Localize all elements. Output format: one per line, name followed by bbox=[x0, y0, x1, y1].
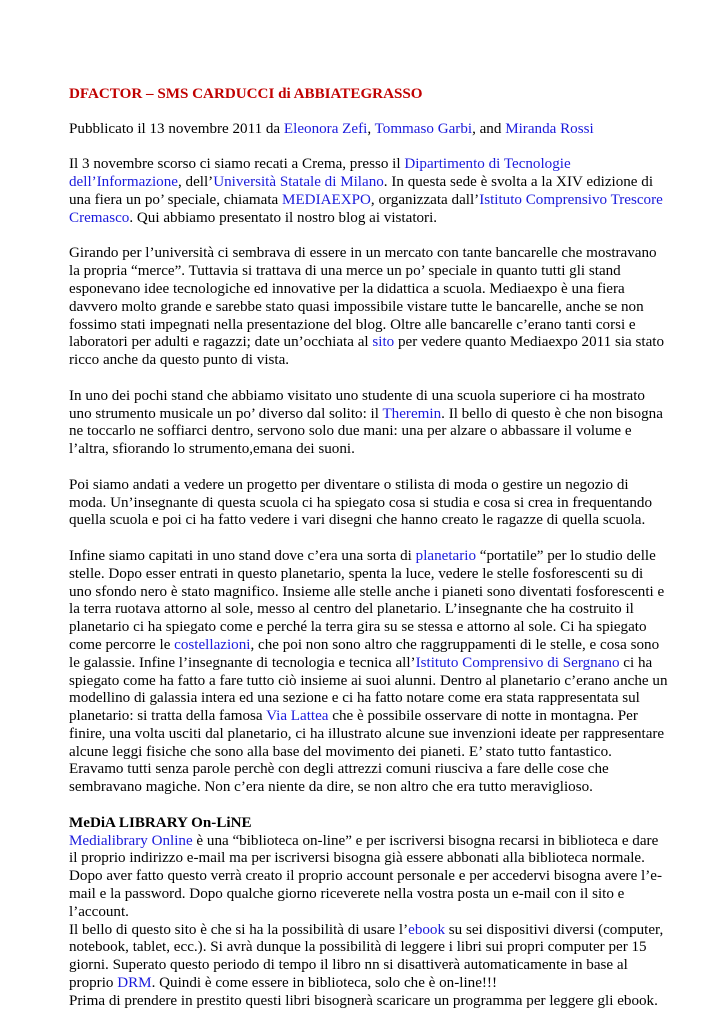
paragraph-text: Poi siamo andati a vedere un progetto per diventare o stilista di moda o gestire un negozio di moda. Un’insegnante di questa scuola ci ha spiegato cosa si studia e cosa si crea in frequentando quella scuola e poi ci ha fatto vedere i vari disegni che hanno creato le ragazze di quella scuola. bbox=[69, 476, 653, 529]
byline-separator: , and bbox=[472, 120, 506, 137]
paragraph-mediaexpo-intro bbox=[69, 156, 669, 227]
author-link-eleonora-zefi[interactable]: Eleonora Zefi bbox=[283, 120, 368, 137]
link-istituto-sergnano[interactable]: Istituto Comprensivo di Sergnano bbox=[415, 654, 620, 671]
byline-separator: , bbox=[367, 120, 375, 137]
paragraph-text: . Quindi è come essere in biblioteca, solo che è on-line!!! bbox=[151, 975, 497, 992]
link-ebook[interactable]: ebook bbox=[408, 921, 446, 938]
link-via-lattea[interactable]: Via Lattea bbox=[266, 708, 329, 725]
link-mediaexpo[interactable]: MEDIAEXPO bbox=[282, 191, 371, 208]
section-heading: MeDiA LIBRARY On-LiNE bbox=[69, 814, 252, 831]
author-link-tommaso-garbi[interactable]: Tommaso Garbi bbox=[374, 120, 473, 137]
paragraph-text: , che poi non sono altro che raggruppamenti di le stelle, e cosa sono le galassie. Infine l’insegnante di tecnologia e tecnica all’ bbox=[69, 636, 660, 671]
paragraph-fashion bbox=[69, 477, 669, 530]
link-dipartimento[interactable]: Dipartimento di Tecnologie dell’Informazione bbox=[69, 156, 571, 191]
paragraph-text: , organizzata dall’ bbox=[370, 191, 480, 208]
paragraph-university-market bbox=[69, 245, 669, 370]
paragraph-text: che è possibile osservare di notte in montagna. Per finire, una volta usciti dal planetario, ci ha illustrato alcune sue invenzioni ideate per rappresentare alcune leggi fisiche che sono alla base del movimento dei pianeti. E’ stato tutto fantastico. Eravamo tutti senza parole perchè con degli attrezzi comuni riusciva a fare delle cose che sembravano magiche. Non c’era niente da dire, se non altro che era tutto meraviglioso. bbox=[69, 708, 665, 796]
paragraph-text: Il bello di questo sito è che si ha la possibilità di usare l’ bbox=[69, 921, 409, 938]
link-universita[interactable]: Università Statale di Milano bbox=[213, 174, 384, 191]
link-medialibrary-online[interactable]: Medialibrary Online bbox=[69, 832, 193, 849]
paragraph-text: . Il bello di questo è che non bisogna ne toccarlo ne soffiarci dentro, servono solo due mani: una per alzare o abbassare il volume e l’altra, sfiorando lo strumento,emana dei suoni. bbox=[69, 405, 663, 458]
link-drm[interactable]: DRM bbox=[117, 975, 152, 992]
paragraph-text: . Qui abbiamo presentato il nostro blog ai vistatori. bbox=[129, 209, 438, 226]
paragraph-text: è una “biblioteca on-line” e per iscriversi bisogna recarsi in biblioteca e dare il proprio indirizzo e-mail ma per iscriversi bisogna già essere abbonati alla biblioteca normale. Dopo aver fatto questo verrà creato il proprio account personale e per accedervi bisogna avere l’e-mail e la password. Dopo qualche giorno riceverete nella vostra posta un e-mail con il sito e l’account. bbox=[69, 832, 662, 920]
paragraph-download bbox=[69, 993, 669, 1011]
paragraph-text: su sei dispositivi diversi (computer, notebook, tablet, ecc.). Si avrà dunque la possibilità di leggere i libri sui propri computer per 15 giorni. Superato questo periodo di tempo il libro nn si disattiverà automaticamente in base al proprio bbox=[69, 921, 664, 992]
paragraph-text: , dell’ bbox=[177, 174, 214, 191]
paragraph-text: ci ha spiegato come ha fatto a fare tutto ciò insieme ai suoi alunni. Dentro al planetario c’erano anche un modellino di galassia intera ed una sezione e ci ha fatto notare come era stata rappresentata sul planetario: si tratta della famosa bbox=[69, 654, 668, 725]
paragraph-text: per vedere quanto Mediaexpo 2011 sia stato ricco anche da questo punto di vista. bbox=[69, 334, 665, 369]
paragraph-theremin bbox=[69, 388, 669, 459]
link-sito[interactable]: sito bbox=[372, 334, 395, 351]
paragraph-text: Prima di prendere in prestito questi libri bisognerà scaricare un programma per leggere gli ebook. bbox=[69, 992, 658, 1009]
section-media-library bbox=[69, 815, 669, 1011]
link-planetario[interactable]: planetario bbox=[415, 547, 476, 564]
paragraph-medialibrary bbox=[69, 833, 669, 922]
link-costellazioni[interactable]: costellazioni bbox=[174, 636, 251, 653]
paragraph-text: Girando per l’università ci sembrava di essere in un mercato con tante bancarelle che mostravano la propria “merce”. Tuttavia si trattava di una merce un po’ speciale in quanto tutti gli stand esponevano idee tecnologiche ed innovative per la didattica a scuola. Mediaexpo è una fiera davvero molto grande e sarebbe stato quasi impossibile vistare tutte le bancarelle, anche se non fossimo stati impegnati nella presentazione del blog. Oltre alle bancarelle c’erano tanti corsi e laboratori per adulti e ragazzi; date un’occhiata al bbox=[69, 245, 657, 351]
paragraph-text: Il 3 novembre scorso ci siamo recati a Crema, presso il bbox=[69, 156, 405, 173]
paragraph-text: . In questa sede è svolta a la XIV edizione di una fiera un po’ speciale, chiamata bbox=[69, 174, 654, 208]
paragraph-text: Infine siamo capitati in uno stand dove c’era una sorta di bbox=[69, 547, 416, 564]
paragraph-text: “portatile” per lo studio delle stelle. Dopo esser entrati in questo planetario, spenta la luce, vedere le stelle fosforescenti su di uno sfondo nero è stato magnifico. Insieme alle stelle anche i pianeti sono diventati fosforescenti e la terra ruotava attorno al sole, messo al centro del planetario. L’insegnante che ha costruito il planetario ci ha spiegato come e perché la terra gira su se stessa e attorno al sole. Ci ha spiegato come percorre le bbox=[69, 547, 665, 653]
byline bbox=[69, 121, 669, 139]
byline-prefix: Pubblicato il 13 novembre 2011 da bbox=[69, 120, 284, 137]
document-page bbox=[69, 86, 669, 1011]
article-title: DFACTOR – SMS CARDUCCI di ABBIATEGRASSO bbox=[69, 86, 423, 102]
paragraph-planetarium bbox=[69, 548, 669, 797]
link-theremin[interactable]: Theremin bbox=[382, 405, 442, 422]
link-istituto-trescore[interactable]: Istituto Comprensivo Trescore Cremasco bbox=[69, 191, 663, 226]
author-link-miranda-rossi[interactable]: Miranda Rossi bbox=[505, 120, 594, 137]
paragraph-text: In uno dei pochi stand che abbiamo visitato uno studente di una scuola superiore ci ha mostrato uno strumento musicale un po’ diverso dal solito: il bbox=[69, 387, 645, 422]
paragraph-ebook bbox=[69, 922, 669, 993]
